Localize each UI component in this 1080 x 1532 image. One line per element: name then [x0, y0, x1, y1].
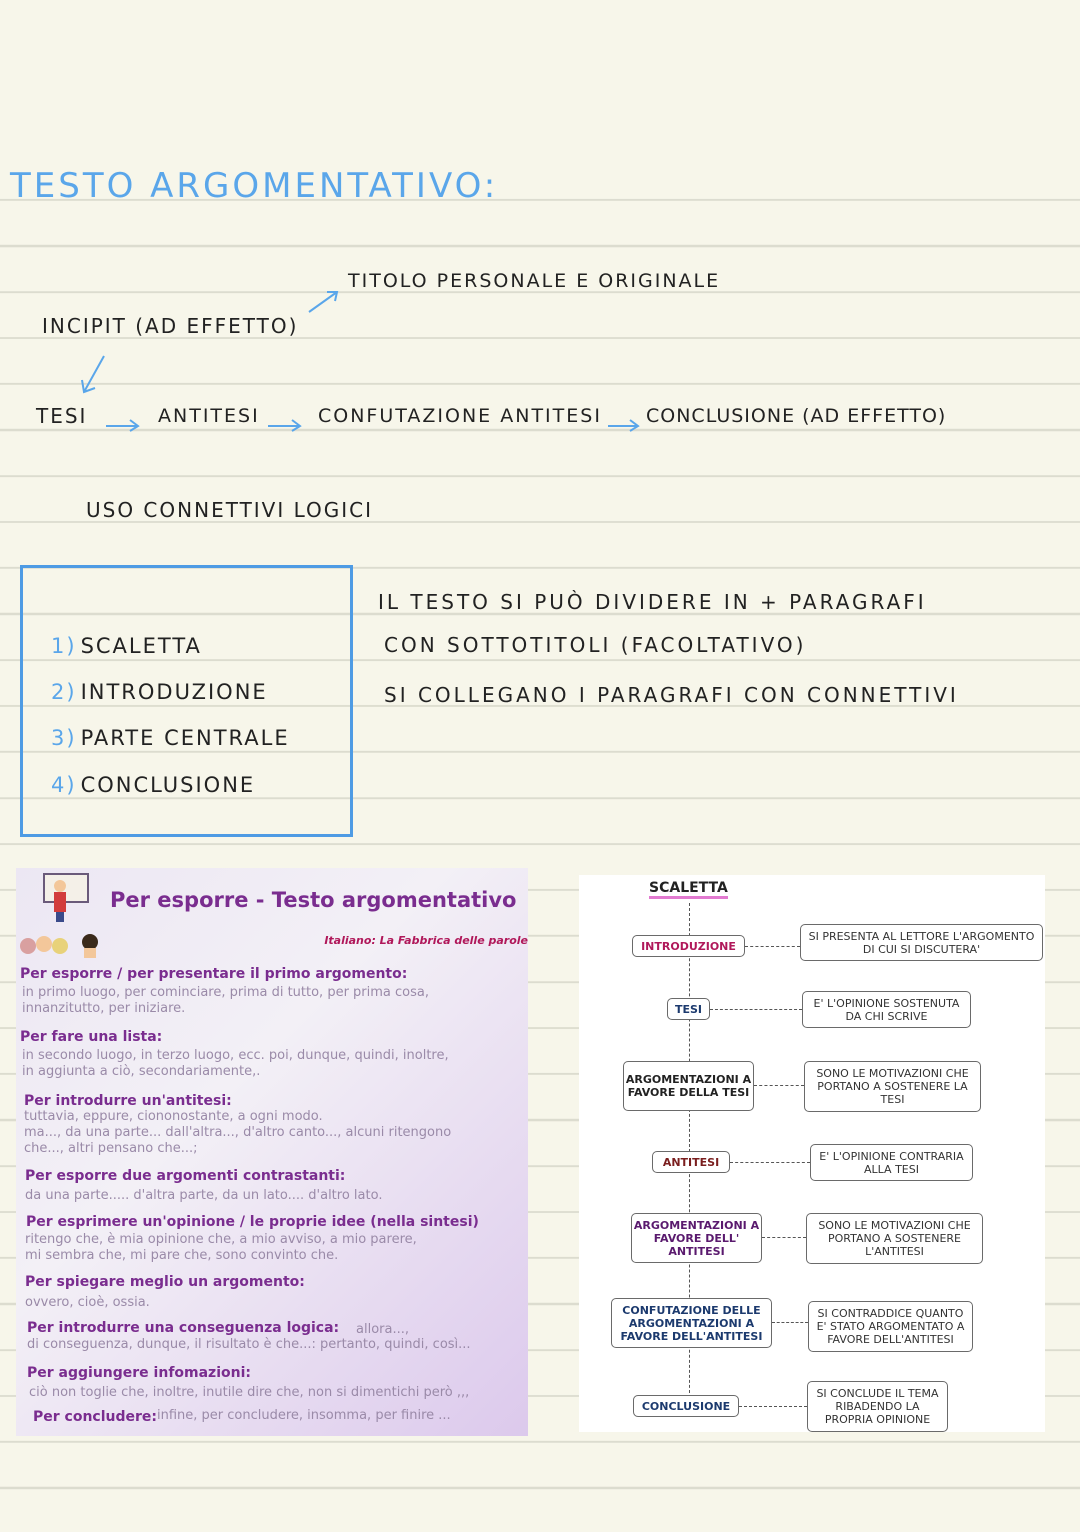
- section-text: ma..., da una parte... dall'altra..., d'altro canto..., alcuni ritengono: [24, 1125, 452, 1140]
- section-text: ciò non toglie che, inoltre, inutile dire che, non si dimentichi però ,,,: [29, 1385, 470, 1400]
- section-heading: Per introdurre una conseguenza logica:: [27, 1320, 340, 1336]
- flow-desc-introduzione: SI PRESENTA AL LETTORE L'ARGOMENTO DI CUI SI DISCUTERA': [800, 924, 1043, 961]
- flow-connector: [754, 1085, 804, 1086]
- flow-step-introduzione: INTRODUZIONE: [632, 935, 745, 957]
- connettivi-note: USO CONNETTIVI LOGICI: [86, 498, 374, 522]
- students-illustration-icon: [16, 930, 108, 962]
- arrow-up-right-icon: [305, 286, 345, 316]
- flow-step-arg-tesi: ARGOMENTAZIONI A FAVORE DELLA TESI: [623, 1061, 754, 1111]
- flow-step-tesi: TESI: [667, 998, 710, 1020]
- section-text: che..., altri pensano che...;: [24, 1141, 198, 1156]
- section-text: in aggiunta a ciò, secondariamente,.: [22, 1064, 261, 1079]
- section-text: tuttavia, eppure, ciononostante, a ogni modo.: [24, 1109, 323, 1124]
- page-title: TESTO ARGOMENTATIVO:: [10, 166, 499, 206]
- flow-connector: [745, 946, 800, 947]
- arrow-right-icon: [104, 416, 144, 432]
- section-text: di conseguenza, dunque, il risultato è che...: pertanto, quindi, così...: [27, 1337, 471, 1352]
- section-heading: Per aggiungere infomazioni:: [27, 1365, 251, 1381]
- flow-connector: [772, 1322, 808, 1323]
- box-item-scaletta: 1) SCALETTA: [51, 634, 202, 658]
- section-heading: Per spiegare meglio un argomento:: [25, 1274, 305, 1290]
- titolo-note: TITOLO PERSONALE E ORIGINALE: [348, 270, 721, 292]
- section-text: infine, per concludere, insomma, per finire ...: [157, 1408, 451, 1423]
- flow-desc-confutazione: SI CONTRADDICE QUANTO E' STATO ARGOMENTATO A FAVORE DELL'ANTITESI: [808, 1301, 973, 1352]
- incipit-note: INCIPIT (AD EFFETTO): [42, 314, 299, 338]
- section-heading: Per esporre / per presentare il primo argomento:: [20, 966, 408, 982]
- flow-step-conclusione: CONCLUSIONE: [633, 1395, 739, 1417]
- card-subtitle: Italiano: La Fabbrica delle parole: [324, 934, 528, 947]
- note-line-3: SI COLLEGANO I PARAGRAFI CON CONNETTIVI: [384, 683, 959, 707]
- flow-connector: [730, 1162, 810, 1163]
- top-blank-area: [0, 0, 1080, 152]
- section-text: mi sembra che, mi pare che, sono convinto che.: [25, 1248, 339, 1263]
- section-text: da una parte..... d'altra parte, da un lato.... d'altro lato.: [25, 1188, 383, 1203]
- seq-antitesi: ANTITESI: [158, 405, 260, 427]
- box-item-parte-centrale: 3) PARTE CENTRALE: [51, 726, 290, 750]
- note-line-2: CON SOTTOTITOLI (FACOLTATIVO): [384, 633, 807, 657]
- section-text: ritengo che, è mia opinione che, a mio avviso, a mio parere,: [25, 1232, 417, 1247]
- structure-box: [20, 565, 353, 837]
- scaletta-flowchart: [579, 875, 1045, 1432]
- section-text: in primo luogo, per cominciare, prima di tutto, per prima cosa,: [22, 985, 429, 1000]
- section-heading: Per concludere:: [33, 1409, 157, 1425]
- section-text: innanzitutto, per iniziare.: [22, 1001, 186, 1016]
- card-title: Per esporre - Testo argomentativo: [110, 888, 517, 912]
- seq-tesi: TESI: [36, 404, 88, 428]
- arrow-right-icon: [606, 416, 646, 432]
- flow-desc-arg-antitesi: SONO LE MOTIVAZIONI CHE PORTANO A SOSTENERE L'ANTITESI: [806, 1213, 983, 1264]
- section-text: in secondo luogo, in terzo luogo, ecc. poi, dunque, quindi, inoltre,: [22, 1048, 449, 1063]
- flow-connector: [739, 1406, 807, 1407]
- box-item-conclusione: 4) CONCLUSIONE: [51, 773, 256, 797]
- seq-conclusione: CONCLUSIONE (AD EFFETTO): [646, 405, 947, 427]
- flow-desc-arg-tesi: SONO LE MOTIVAZIONI CHE PORTANO A SOSTENERE LA TESI: [804, 1061, 981, 1112]
- flow-step-antitesi: ANTITESI: [652, 1151, 730, 1173]
- section-heading: Per introdurre un'antitesi:: [24, 1093, 232, 1109]
- flow-desc-tesi: E' L'OPINIONE SOSTENUTA DA CHI SCRIVE: [802, 991, 971, 1028]
- flow-connector: [710, 1009, 802, 1010]
- flow-connector: [762, 1237, 806, 1238]
- flow-desc-antitesi: E' L'OPINIONE CONTRARIA ALLA TESI: [810, 1144, 973, 1181]
- flow-step-arg-antitesi: ARGOMENTAZIONI A FAVORE DELL' ANTITESI: [631, 1213, 762, 1263]
- section-heading: Per esporre due argomenti contrastanti:: [25, 1168, 346, 1184]
- teacher-illustration-icon: [36, 872, 94, 924]
- connectives-card: [16, 868, 528, 1436]
- seq-confutazione: CONFUTAZIONE ANTITESI: [318, 405, 602, 427]
- section-heading: Per esprimere un'opinione / le proprie idee (nella sintesi): [26, 1214, 479, 1230]
- section-heading: Per fare una lista:: [20, 1029, 163, 1045]
- box-item-introduzione: 2) INTRODUZIONE: [51, 680, 268, 704]
- section-text: allora...,: [356, 1322, 409, 1337]
- section-text: ovvero, cioè, ossia.: [25, 1295, 150, 1310]
- arrow-right-icon: [266, 416, 306, 432]
- note-line-1: IL TESTO SI PUÒ DIVIDERE IN + PARAGRAFI: [378, 590, 927, 614]
- flow-title: SCALETTA: [649, 880, 728, 899]
- arrow-down-left-icon: [78, 352, 112, 400]
- flow-desc-conclusione: SI CONCLUDE IL TEMA RIBADENDO LA PROPRIA OPINIONE: [807, 1381, 948, 1432]
- flow-step-confutazione: CONFUTAZIONE DELLE ARGOMENTAZIONI A FAVORE DELL'ANTITESI: [611, 1298, 772, 1348]
